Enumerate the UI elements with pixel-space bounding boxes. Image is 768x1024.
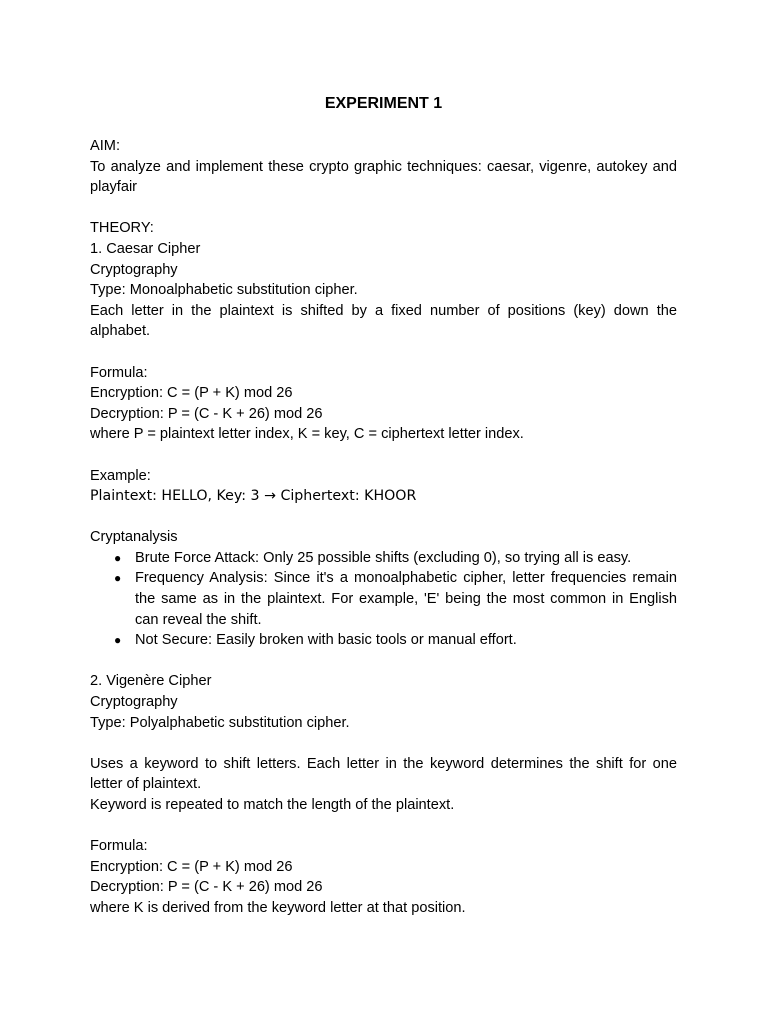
caesar-decryption-formula: Decryption: P = (C - K + 26) mod 26 [90,405,323,422]
list-item [90,548,677,569]
vigenere-heading: 2. Vigenère Cipher [90,673,212,690]
spacer [90,445,677,466]
vigenere-keyword-note: Keyword is repeated to match the length of the plaintext. [90,797,455,813]
vigenere-subheading: Cryptography [90,694,178,711]
caesar-description: Each letter in the plaintext is shifted by a fixed number of positions (key) down the alphabet. [90,302,677,340]
spacer [90,507,677,528]
vigenere-formula-where: where K is derived from the keyword letter at that position. [90,899,466,916]
vigenere-description: Uses a keyword to shift letters. Each letter in the keyword determines the shift for one letter of plaintext. [90,755,677,793]
spacer [90,733,677,754]
caesar-encryption-formula: Encryption: C = (P + K) mod 26 [90,385,293,402]
aim-heading: AIM: [90,138,120,154]
list-item [90,630,677,651]
list-item-text: Brute Force Attack: Only 25 possible shifts (excluding 0), so trying all is easy. [135,549,632,566]
caesar-example-heading: Example: [90,467,151,484]
caesar-heading: 1. Caesar Cipher [90,240,201,257]
aim-text: To analyze and implement these crypto graphic techniques: caesar, vigenre, autokey and playfair [90,158,677,196]
spacer [90,198,677,219]
page-title: EXPERIMENT 1 [324,95,443,112]
cryptanalysis-heading: Cryptanalysis [90,529,178,546]
caesar-example: Plaintext: HELLO, Key: 3 → Ciphertext: KHOOR [90,488,417,505]
spacer [90,816,677,837]
caesar-formula-where: where P = plaintext letter index, K = key, C = ciphertext letter index. [90,426,524,443]
document-page [90,94,677,919]
bullet-icon: ● [114,550,122,565]
spacer [90,342,677,363]
caesar-formula-heading: Formula: [90,364,148,381]
bullet-icon: ● [114,633,122,648]
cryptanalysis-list [90,548,677,651]
theory-heading: THEORY: [90,220,154,237]
bullet-icon: ● [114,571,122,586]
list-item [90,568,677,630]
caesar-subheading: Cryptography [90,261,178,278]
list-item-text: Not Secure: Easily broken with basic tools or manual effort. [135,632,517,649]
caesar-type: Type: Monoalphabetic substitution cipher. [90,282,358,299]
vigenere-type: Type: Polyalphabetic substitution cipher. [90,714,350,731]
vigenere-formula-heading: Formula: [90,838,148,855]
vigenere-encryption-formula: Encryption: C = (P + K) mod 26 [90,858,293,875]
spacer [90,651,677,672]
vigenere-decryption-formula: Decryption: P = (C - K + 26) mod 26 [90,879,323,896]
list-item-text: Frequency Analysis: Since it's a monoalphabetic cipher, letter frequencies remain the same as in the plaintext. For example, 'E' being the most common in English can reveal the shift. [135,570,677,628]
